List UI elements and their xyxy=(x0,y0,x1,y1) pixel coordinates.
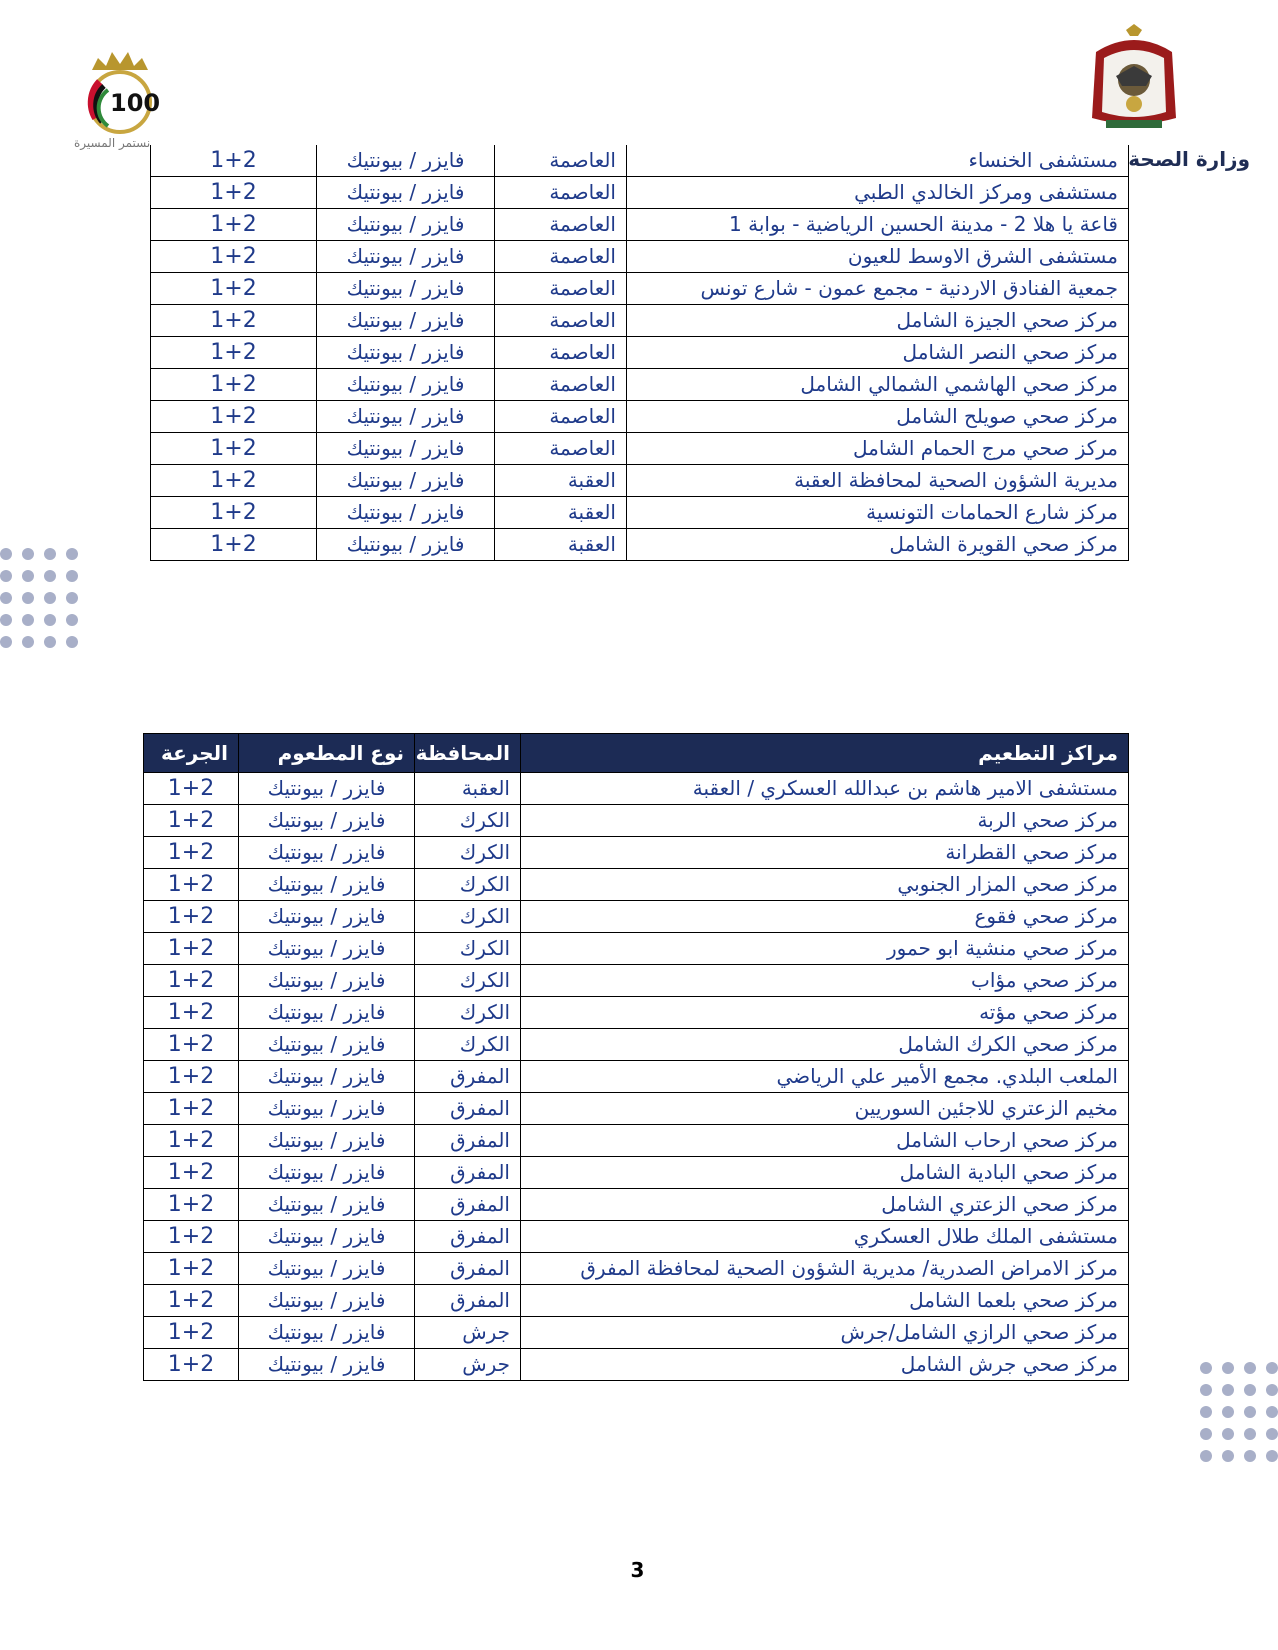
dose-cell: 1+2 xyxy=(144,1285,239,1317)
vaccine-type-cell: فايزر / بيونتيك xyxy=(317,497,495,529)
dose-cell: 1+2 xyxy=(151,177,317,209)
table-row xyxy=(144,1029,1129,1061)
vaccination-center-cell: مركز الامراض الصدرية/ مديرية الشؤون الصحية لمحافظة المفرق xyxy=(521,1253,1129,1285)
vaccination-center-cell: مركز صحي المزار الجنوبي xyxy=(521,869,1129,901)
vaccination-center-cell: مركز صحي القويرة الشامل xyxy=(627,529,1129,561)
coat-of-arms-emblem xyxy=(1086,22,1182,134)
governorate-cell: المفرق xyxy=(415,1189,521,1221)
vaccine-type-cell: فايزر / بيونتيك xyxy=(317,369,495,401)
table-row xyxy=(151,337,1129,369)
dose-cell: 1+2 xyxy=(144,1029,239,1061)
vaccine-type-cell: فايزر / بيونتيك xyxy=(239,901,415,933)
vaccination-center-cell: مركز صحي النصر الشامل xyxy=(627,337,1129,369)
governorate-cell: المفرق xyxy=(415,1253,521,1285)
vaccine-type-cell: فايزر / بيونتيك xyxy=(317,273,495,305)
vaccination-centers-table xyxy=(143,733,1129,1381)
dose-cell: 1+2 xyxy=(151,145,317,177)
vaccine-type-cell: فايزر / بيونتيك xyxy=(239,805,415,837)
vaccine-type-cell: فايزر / بيونتيك xyxy=(317,401,495,433)
vaccine-type-cell: فايزر / بيونتيك xyxy=(239,1285,415,1317)
governorate-cell: العقبة xyxy=(415,773,521,805)
vaccination-center-cell: مستشفى الشرق الاوسط للعيون xyxy=(627,241,1129,273)
vaccination-center-cell: مركز صحي جرش الشامل xyxy=(521,1349,1129,1381)
vaccine-type-cell: فايزر / بيونتيك xyxy=(317,209,495,241)
vaccine-type-cell: فايزر / بيونتيك xyxy=(239,1253,415,1285)
vaccination-center-cell: مركز صحي مرج الحمام الشامل xyxy=(627,433,1129,465)
table-row xyxy=(144,1349,1129,1381)
vaccination-center-cell: مركز شارع الحمامات التونسية xyxy=(627,497,1129,529)
governorate-cell: العاصمة xyxy=(495,337,627,369)
table-row xyxy=(144,1317,1129,1349)
dose-cell: 1+2 xyxy=(144,1093,239,1125)
vaccination-center-cell: مخيم الزعتري للاجئين السوريين xyxy=(521,1093,1129,1125)
column-header-dose: الجرعة xyxy=(144,734,239,773)
vaccination-center-cell: مركز صحي الجيزة الشامل xyxy=(627,305,1129,337)
table-row xyxy=(144,869,1129,901)
governorate-cell: العاصمة xyxy=(495,145,627,177)
governorate-cell: المفرق xyxy=(415,1285,521,1317)
vaccine-type-cell: فايزر / بيونتيك xyxy=(239,1125,415,1157)
vaccination-center-cell: مركز صحي صويلح الشامل xyxy=(627,401,1129,433)
table-row xyxy=(144,1253,1129,1285)
vaccination-center-cell: مركز صحي الزعتري الشامل xyxy=(521,1189,1129,1221)
governorate-cell: الكرك xyxy=(415,1029,521,1061)
governorate-cell: الكرك xyxy=(415,997,521,1029)
governorate-cell: الكرك xyxy=(415,901,521,933)
vaccine-type-cell: فايزر / بيونتيك xyxy=(239,997,415,1029)
vaccination-center-cell: مركز صحي الربة xyxy=(521,805,1129,837)
governorate-cell: جرش xyxy=(415,1317,521,1349)
table-row xyxy=(151,177,1129,209)
vaccination-center-cell: مستشفى الامير هاشم بن عبدالله العسكري / العقبة xyxy=(521,773,1129,805)
dose-cell: 1+2 xyxy=(144,1061,239,1093)
ministry-name: وزارة الصحة xyxy=(1128,147,1250,171)
vaccine-type-cell: فايزر / بيونتيك xyxy=(239,1221,415,1253)
dose-cell: 1+2 xyxy=(144,837,239,869)
dose-cell: 1+2 xyxy=(144,773,239,805)
vaccination-center-cell: جمعية الفنادق الاردنية - مجمع عمون - شارع تونس xyxy=(627,273,1129,305)
vaccination-center-cell: مركز صحي البادية الشامل xyxy=(521,1157,1129,1189)
vaccine-type-cell: فايزر / بيونتيك xyxy=(239,773,415,805)
column-header-vaccine-type: نوع المطعوم xyxy=(239,734,415,773)
governorate-cell: العاصمة xyxy=(495,209,627,241)
governorate-cell: العقبة xyxy=(495,497,627,529)
vaccine-type-cell: فايزر / بيونتيك xyxy=(239,1157,415,1189)
dose-cell: 1+2 xyxy=(144,965,239,997)
table-row xyxy=(151,273,1129,305)
table-row xyxy=(144,805,1129,837)
vaccine-type-cell: فايزر / بيونتيك xyxy=(239,933,415,965)
vaccination-center-cell: مركز صحي القطرانة xyxy=(521,837,1129,869)
governorate-cell: الكرك xyxy=(415,837,521,869)
dose-cell: 1+2 xyxy=(144,1221,239,1253)
dose-cell: 1+2 xyxy=(144,997,239,1029)
table-header-row xyxy=(144,734,1129,773)
vaccination-center-cell: مركز صحي الهاشمي الشمالي الشامل xyxy=(627,369,1129,401)
table-row xyxy=(151,401,1129,433)
vaccination-center-cell: مستشفى ومركز الخالدي الطبي xyxy=(627,177,1129,209)
governorate-cell: المفرق xyxy=(415,1093,521,1125)
table-row xyxy=(144,837,1129,869)
governorate-cell: العاصمة xyxy=(495,177,627,209)
vaccine-type-cell: فايزر / بيونتيك xyxy=(239,965,415,997)
governorate-cell: الكرك xyxy=(415,965,521,997)
column-header-governorate: المحافظة xyxy=(415,734,521,773)
governorate-cell: جرش xyxy=(415,1349,521,1381)
governorate-cell: العاصمة xyxy=(495,273,627,305)
vaccination-center-cell: مستشفى الخنساء xyxy=(627,145,1129,177)
vaccination-center-cell: مركز صحي الكرك الشامل xyxy=(521,1029,1129,1061)
vaccine-type-cell: فايزر / بيونتيك xyxy=(317,529,495,561)
dose-cell: 1+2 xyxy=(144,805,239,837)
table-row xyxy=(151,305,1129,337)
table-row xyxy=(144,1157,1129,1189)
governorate-cell: الكرك xyxy=(415,933,521,965)
dose-cell: 1+2 xyxy=(144,901,239,933)
dose-cell: 1+2 xyxy=(151,433,317,465)
decorative-dots-right xyxy=(1200,1362,1278,1462)
table-row xyxy=(144,965,1129,997)
dose-cell: 1+2 xyxy=(151,305,317,337)
dose-cell: 1+2 xyxy=(151,273,317,305)
table-row xyxy=(144,1221,1129,1253)
table-row xyxy=(144,933,1129,965)
vaccination-center-cell: مركز صحي منشية ابو حمور xyxy=(521,933,1129,965)
vaccination-center-cell: مستشفى الملك طلال العسكري xyxy=(521,1221,1129,1253)
dose-cell: 1+2 xyxy=(151,465,317,497)
vaccine-type-cell: فايزر / بيونتيك xyxy=(239,1093,415,1125)
governorate-cell: العاصمة xyxy=(495,401,627,433)
table-row xyxy=(151,497,1129,529)
column-header-center: مراكز التطعيم xyxy=(521,734,1129,773)
vaccine-type-cell: فايزر / بيونتيك xyxy=(317,177,495,209)
vaccine-type-cell: فايزر / بيونتيك xyxy=(317,433,495,465)
vaccine-type-cell: فايزر / بيونتيك xyxy=(239,1029,415,1061)
governorate-cell: العاصمة xyxy=(495,305,627,337)
dose-cell: 1+2 xyxy=(144,1317,239,1349)
dose-cell: 1+2 xyxy=(151,209,317,241)
table-row xyxy=(144,1093,1129,1125)
vaccination-center-cell: الملعب البلدي. مجمع الأمير علي الرياضي xyxy=(521,1061,1129,1093)
governorate-cell: الكرك xyxy=(415,869,521,901)
governorate-cell: المفرق xyxy=(415,1061,521,1093)
table-row xyxy=(144,1125,1129,1157)
dose-cell: 1+2 xyxy=(151,401,317,433)
logo-caption: نستمر المسيرة xyxy=(74,136,151,150)
governorate-cell: العقبة xyxy=(495,529,627,561)
vaccine-type-cell: فايزر / بيونتيك xyxy=(317,241,495,273)
governorate-cell: المفرق xyxy=(415,1157,521,1189)
logo-number: 100 xyxy=(110,89,161,117)
dose-cell: 1+2 xyxy=(151,529,317,561)
dose-cell: 1+2 xyxy=(144,1157,239,1189)
vaccine-type-cell: فايزر / بيونتيك xyxy=(239,1317,415,1349)
table-row xyxy=(151,433,1129,465)
dose-cell: 1+2 xyxy=(144,1189,239,1221)
vaccine-type-cell: فايزر / بيونتيك xyxy=(239,869,415,901)
dose-cell: 1+2 xyxy=(144,1125,239,1157)
vaccination-center-cell: قاعة يا هلا 2 - مدينة الحسين الرياضية - بوابة 1 xyxy=(627,209,1129,241)
vaccine-type-cell: فايزر / بيونتيك xyxy=(317,337,495,369)
governorate-cell: العاصمة xyxy=(495,369,627,401)
table-row xyxy=(151,241,1129,273)
dose-cell: 1+2 xyxy=(144,1349,239,1381)
vaccination-center-cell: مركز صحي بلعما الشامل xyxy=(521,1285,1129,1317)
page-number: 3 xyxy=(630,1558,645,1582)
dose-cell: 1+2 xyxy=(144,1253,239,1285)
table-row xyxy=(151,209,1129,241)
table-row xyxy=(144,901,1129,933)
vaccine-type-cell: فايزر / بيونتيك xyxy=(239,1349,415,1381)
table-row xyxy=(144,1285,1129,1317)
table-row xyxy=(151,145,1129,177)
dose-cell: 1+2 xyxy=(151,369,317,401)
vaccine-type-cell: فايزر / بيونتيك xyxy=(317,305,495,337)
governorate-cell: الكرك xyxy=(415,805,521,837)
table-row xyxy=(151,369,1129,401)
decorative-dots-left xyxy=(0,548,78,648)
dose-cell: 1+2 xyxy=(144,933,239,965)
vaccination-center-cell: مركز صحي فقوع xyxy=(521,901,1129,933)
governorate-cell: العاصمة xyxy=(495,241,627,273)
vaccination-centers-table-continued xyxy=(150,145,1129,561)
vaccine-type-cell: فايزر / بيونتيك xyxy=(239,1189,415,1221)
table-row xyxy=(151,529,1129,561)
vaccination-center-cell: مركز صحي مؤته xyxy=(521,997,1129,1029)
governorate-cell: المفرق xyxy=(415,1125,521,1157)
vaccine-type-cell: فايزر / بيونتيك xyxy=(317,145,495,177)
dose-cell: 1+2 xyxy=(151,337,317,369)
vaccine-type-cell: فايزر / بيونتيك xyxy=(317,465,495,497)
dose-cell: 1+2 xyxy=(151,497,317,529)
governorate-cell: العقبة xyxy=(495,465,627,497)
table-row xyxy=(144,1061,1129,1093)
table-row xyxy=(144,773,1129,805)
governorate-cell: المفرق xyxy=(415,1221,521,1253)
vaccination-center-cell: مديرية الشؤون الصحية لمحافظة العقبة xyxy=(627,465,1129,497)
dose-cell: 1+2 xyxy=(151,241,317,273)
vaccination-center-cell: مركز صحي الرازي الشامل/جرش xyxy=(521,1317,1129,1349)
table-row xyxy=(144,1189,1129,1221)
table-row xyxy=(151,465,1129,497)
vaccination-center-cell: مركز صحي مؤاب xyxy=(521,965,1129,997)
dose-cell: 1+2 xyxy=(144,869,239,901)
vaccination-center-cell: مركز صحي ارحاب الشامل xyxy=(521,1125,1129,1157)
table-row xyxy=(144,997,1129,1029)
governorate-cell: العاصمة xyxy=(495,433,627,465)
vaccine-type-cell: فايزر / بيونتيك xyxy=(239,837,415,869)
vaccine-type-cell: فايزر / بيونتيك xyxy=(239,1061,415,1093)
